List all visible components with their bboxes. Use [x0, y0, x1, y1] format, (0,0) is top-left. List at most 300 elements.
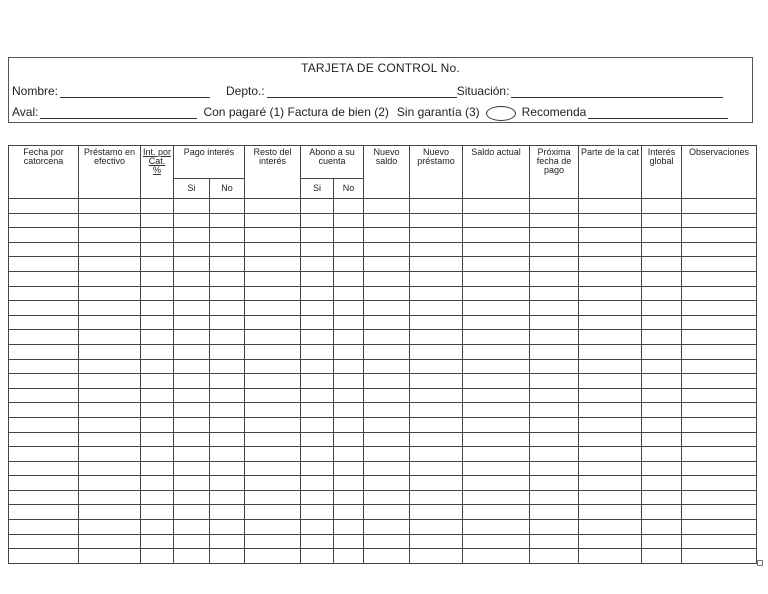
table-cell[interactable] — [530, 388, 579, 403]
table-cell[interactable] — [579, 330, 642, 345]
table-cell[interactable] — [463, 549, 530, 564]
table-cell[interactable] — [141, 403, 174, 418]
table-cell[interactable] — [642, 286, 682, 301]
table-cell[interactable] — [530, 505, 579, 520]
table-cell[interactable] — [682, 374, 757, 389]
table-cell[interactable] — [334, 505, 364, 520]
table-cell[interactable] — [642, 461, 682, 476]
table-cell[interactable] — [364, 228, 410, 243]
table-cell[interactable] — [301, 213, 334, 228]
table-cell[interactable] — [364, 242, 410, 257]
table-cell[interactable] — [579, 271, 642, 286]
table-cell[interactable] — [530, 417, 579, 432]
table-cell[interactable] — [301, 534, 334, 549]
table-cell[interactable] — [682, 199, 757, 214]
table-cell[interactable] — [245, 403, 301, 418]
table-cell[interactable] — [210, 432, 245, 447]
table-cell[interactable] — [245, 461, 301, 476]
table-cell[interactable] — [210, 461, 245, 476]
table-cell[interactable] — [141, 549, 174, 564]
table-cell[interactable] — [210, 549, 245, 564]
table-cell[interactable] — [334, 271, 364, 286]
table-cell[interactable] — [579, 213, 642, 228]
table-cell[interactable] — [141, 505, 174, 520]
table-cell[interactable] — [682, 271, 757, 286]
table-cell[interactable] — [642, 213, 682, 228]
table-cell[interactable] — [579, 199, 642, 214]
table-cell[interactable] — [141, 242, 174, 257]
table-cell[interactable] — [79, 213, 141, 228]
table-cell[interactable] — [9, 330, 79, 345]
table-cell[interactable] — [301, 257, 334, 272]
table-cell[interactable] — [642, 315, 682, 330]
table-cell[interactable] — [410, 301, 463, 316]
table-cell[interactable] — [334, 330, 364, 345]
table-cell[interactable] — [682, 359, 757, 374]
table-cell[interactable] — [210, 388, 245, 403]
table-cell[interactable] — [410, 476, 463, 491]
table-cell[interactable] — [210, 242, 245, 257]
table-cell[interactable] — [174, 505, 210, 520]
table-cell[interactable] — [141, 447, 174, 462]
table-cell[interactable] — [210, 286, 245, 301]
table-cell[interactable] — [79, 359, 141, 374]
table-cell[interactable] — [9, 476, 79, 491]
table-cell[interactable] — [9, 374, 79, 389]
table-cell[interactable] — [334, 490, 364, 505]
table-cell[interactable] — [79, 242, 141, 257]
table-cell[interactable] — [141, 330, 174, 345]
table-cell[interactable] — [364, 213, 410, 228]
table-cell[interactable] — [334, 242, 364, 257]
table-cell[interactable] — [463, 520, 530, 535]
table-cell[interactable] — [174, 315, 210, 330]
table-cell[interactable] — [642, 228, 682, 243]
table-cell[interactable] — [364, 315, 410, 330]
table-cell[interactable] — [334, 432, 364, 447]
table-cell[interactable] — [682, 228, 757, 243]
table-cell[interactable] — [463, 417, 530, 432]
table-cell[interactable] — [141, 490, 174, 505]
table-cell[interactable] — [79, 301, 141, 316]
table-cell[interactable] — [301, 505, 334, 520]
table-cell[interactable] — [682, 344, 757, 359]
table-cell[interactable] — [174, 271, 210, 286]
table-cell[interactable] — [9, 432, 79, 447]
table-cell[interactable] — [79, 549, 141, 564]
table-cell[interactable] — [141, 374, 174, 389]
table-cell[interactable] — [210, 359, 245, 374]
table-cell[interactable] — [9, 344, 79, 359]
recomienda-field[interactable] — [588, 106, 728, 119]
table-cell[interactable] — [530, 359, 579, 374]
table-cell[interactable] — [141, 271, 174, 286]
table-cell[interactable] — [141, 257, 174, 272]
table-cell[interactable] — [334, 228, 364, 243]
table-cell[interactable] — [79, 490, 141, 505]
table-cell[interactable] — [579, 432, 642, 447]
table-cell[interactable] — [9, 549, 79, 564]
table-cell[interactable] — [364, 199, 410, 214]
table-cell[interactable] — [79, 286, 141, 301]
table-cell[interactable] — [210, 330, 245, 345]
table-cell[interactable] — [174, 213, 210, 228]
table-cell[interactable] — [410, 461, 463, 476]
table-cell[interactable] — [174, 432, 210, 447]
table-cell[interactable] — [642, 534, 682, 549]
table-cell[interactable] — [463, 388, 530, 403]
table-cell[interactable] — [245, 520, 301, 535]
table-cell[interactable] — [9, 403, 79, 418]
table-cell[interactable] — [364, 271, 410, 286]
table-cell[interactable] — [642, 432, 682, 447]
table-cell[interactable] — [579, 520, 642, 535]
table-cell[interactable] — [642, 271, 682, 286]
table-cell[interactable] — [210, 199, 245, 214]
table-cell[interactable] — [463, 199, 530, 214]
table-cell[interactable] — [334, 199, 364, 214]
table-cell[interactable] — [579, 476, 642, 491]
table-cell[interactable] — [530, 344, 579, 359]
table-cell[interactable] — [245, 388, 301, 403]
table-cell[interactable] — [334, 534, 364, 549]
table-cell[interactable] — [530, 447, 579, 462]
table-cell[interactable] — [410, 242, 463, 257]
table-cell[interactable] — [410, 257, 463, 272]
table-cell[interactable] — [245, 417, 301, 432]
table-cell[interactable] — [682, 417, 757, 432]
table-cell[interactable] — [141, 534, 174, 549]
table-cell[interactable] — [410, 213, 463, 228]
table-cell[interactable] — [245, 242, 301, 257]
table-cell[interactable] — [245, 344, 301, 359]
table-cell[interactable] — [210, 403, 245, 418]
table-cell[interactable] — [682, 432, 757, 447]
table-cell[interactable] — [530, 330, 579, 345]
table-cell[interactable] — [9, 242, 79, 257]
aval-field[interactable] — [40, 106, 197, 119]
depto-field[interactable] — [267, 85, 457, 98]
table-cell[interactable] — [463, 286, 530, 301]
table-cell[interactable] — [642, 520, 682, 535]
table-cell[interactable] — [245, 199, 301, 214]
table-cell[interactable] — [364, 447, 410, 462]
table-cell[interactable] — [141, 461, 174, 476]
table-cell[interactable] — [410, 286, 463, 301]
table-cell[interactable] — [463, 330, 530, 345]
table-cell[interactable] — [9, 315, 79, 330]
table-cell[interactable] — [410, 271, 463, 286]
table-cell[interactable] — [410, 490, 463, 505]
table-cell[interactable] — [463, 461, 530, 476]
table-cell[interactable] — [141, 359, 174, 374]
table-cell[interactable] — [301, 403, 334, 418]
table-cell[interactable] — [682, 257, 757, 272]
table-cell[interactable] — [642, 549, 682, 564]
table-cell[interactable] — [642, 417, 682, 432]
table-cell[interactable] — [245, 301, 301, 316]
table-cell[interactable] — [141, 213, 174, 228]
table-cell[interactable] — [410, 417, 463, 432]
table-cell[interactable] — [682, 534, 757, 549]
table-cell[interactable] — [682, 286, 757, 301]
table-cell[interactable] — [334, 417, 364, 432]
table-cell[interactable] — [79, 520, 141, 535]
table-cell[interactable] — [210, 476, 245, 491]
table-cell[interactable] — [334, 301, 364, 316]
table-cell[interactable] — [334, 213, 364, 228]
table-cell[interactable] — [579, 505, 642, 520]
table-cell[interactable] — [9, 520, 79, 535]
table-cell[interactable] — [245, 490, 301, 505]
table-cell[interactable] — [364, 520, 410, 535]
table-cell[interactable] — [301, 417, 334, 432]
table-cell[interactable] — [9, 490, 79, 505]
table-cell[interactable] — [9, 461, 79, 476]
table-cell[interactable] — [579, 344, 642, 359]
table-cell[interactable] — [141, 520, 174, 535]
table-cell[interactable] — [141, 432, 174, 447]
table-cell[interactable] — [682, 403, 757, 418]
table-cell[interactable] — [210, 344, 245, 359]
table-cell[interactable] — [579, 242, 642, 257]
table-cell[interactable] — [141, 476, 174, 491]
table-cell[interactable] — [174, 388, 210, 403]
table-cell[interactable] — [579, 534, 642, 549]
table-cell[interactable] — [334, 388, 364, 403]
table-cell[interactable] — [682, 490, 757, 505]
table-cell[interactable] — [463, 257, 530, 272]
table-cell[interactable] — [364, 359, 410, 374]
table-cell[interactable] — [245, 447, 301, 462]
table-cell[interactable] — [579, 359, 642, 374]
table-cell[interactable] — [301, 461, 334, 476]
table-cell[interactable] — [174, 359, 210, 374]
table-cell[interactable] — [682, 330, 757, 345]
table-cell[interactable] — [79, 257, 141, 272]
table-cell[interactable] — [530, 315, 579, 330]
table-cell[interactable] — [9, 199, 79, 214]
table-cell[interactable] — [141, 315, 174, 330]
table-cell[interactable] — [245, 271, 301, 286]
table-cell[interactable] — [463, 490, 530, 505]
table-cell[interactable] — [364, 374, 410, 389]
table-cell[interactable] — [642, 359, 682, 374]
table-cell[interactable] — [364, 417, 410, 432]
table-cell[interactable] — [245, 359, 301, 374]
table-cell[interactable] — [334, 286, 364, 301]
table-cell[interactable] — [463, 505, 530, 520]
table-cell[interactable] — [245, 330, 301, 345]
table-cell[interactable] — [9, 505, 79, 520]
table-cell[interactable] — [334, 461, 364, 476]
table-cell[interactable] — [579, 257, 642, 272]
table-cell[interactable] — [141, 301, 174, 316]
table-cell[interactable] — [463, 534, 530, 549]
table-cell[interactable] — [245, 505, 301, 520]
table-cell[interactable] — [364, 286, 410, 301]
table-cell[interactable] — [79, 447, 141, 462]
table-cell[interactable] — [530, 228, 579, 243]
table-cell[interactable] — [364, 344, 410, 359]
table-cell[interactable] — [530, 490, 579, 505]
table-cell[interactable] — [9, 286, 79, 301]
table-cell[interactable] — [210, 301, 245, 316]
table-cell[interactable] — [79, 403, 141, 418]
table-cell[interactable] — [9, 301, 79, 316]
table-cell[interactable] — [210, 447, 245, 462]
table-cell[interactable] — [301, 242, 334, 257]
table-cell[interactable] — [301, 359, 334, 374]
table-cell[interactable] — [79, 461, 141, 476]
table-cell[interactable] — [174, 476, 210, 491]
table-cell[interactable] — [174, 330, 210, 345]
table-cell[interactable] — [463, 242, 530, 257]
table-cell[interactable] — [9, 271, 79, 286]
table-cell[interactable] — [579, 228, 642, 243]
table-cell[interactable] — [174, 228, 210, 243]
table-cell[interactable] — [364, 534, 410, 549]
table-cell[interactable] — [174, 286, 210, 301]
table-cell[interactable] — [410, 330, 463, 345]
table-cell[interactable] — [463, 374, 530, 389]
table-cell[interactable] — [9, 534, 79, 549]
table-cell[interactable] — [642, 374, 682, 389]
table-cell[interactable] — [301, 476, 334, 491]
table-cell[interactable] — [579, 374, 642, 389]
table-cell[interactable] — [174, 461, 210, 476]
table-cell[interactable] — [463, 213, 530, 228]
table-cell[interactable] — [463, 359, 530, 374]
table-cell[interactable] — [530, 476, 579, 491]
table-cell[interactable] — [301, 388, 334, 403]
table-cell[interactable] — [364, 505, 410, 520]
table-cell[interactable] — [410, 388, 463, 403]
table-cell[interactable] — [245, 549, 301, 564]
table-cell[interactable] — [301, 344, 334, 359]
table-cell[interactable] — [141, 286, 174, 301]
table-cell[interactable] — [79, 330, 141, 345]
table-cell[interactable] — [174, 417, 210, 432]
table-cell[interactable] — [79, 199, 141, 214]
table-cell[interactable] — [530, 271, 579, 286]
table-cell[interactable] — [682, 213, 757, 228]
table-cell[interactable] — [682, 447, 757, 462]
table-cell[interactable] — [579, 286, 642, 301]
table-cell[interactable] — [682, 315, 757, 330]
table-cell[interactable] — [210, 228, 245, 243]
table-cell[interactable] — [410, 520, 463, 535]
table-cell[interactable] — [301, 490, 334, 505]
table-cell[interactable] — [79, 228, 141, 243]
table-cell[interactable] — [410, 374, 463, 389]
table-cell[interactable] — [334, 476, 364, 491]
table-cell[interactable] — [530, 301, 579, 316]
table-cell[interactable] — [210, 490, 245, 505]
table-cell[interactable] — [463, 271, 530, 286]
table-cell[interactable] — [530, 403, 579, 418]
table-cell[interactable] — [245, 228, 301, 243]
table-cell[interactable] — [174, 490, 210, 505]
table-cell[interactable] — [682, 388, 757, 403]
table-cell[interactable] — [579, 301, 642, 316]
table-cell[interactable] — [334, 257, 364, 272]
table-cell[interactable] — [682, 301, 757, 316]
table-cell[interactable] — [642, 447, 682, 462]
table-cell[interactable] — [682, 520, 757, 535]
table-cell[interactable] — [410, 505, 463, 520]
table-cell[interactable] — [79, 344, 141, 359]
table-cell[interactable] — [579, 490, 642, 505]
table-cell[interactable] — [245, 213, 301, 228]
table-cell[interactable] — [334, 359, 364, 374]
table-cell[interactable] — [301, 228, 334, 243]
table-cell[interactable] — [301, 374, 334, 389]
table-cell[interactable] — [141, 344, 174, 359]
table-cell[interactable] — [463, 315, 530, 330]
table-cell[interactable] — [463, 301, 530, 316]
table-cell[interactable] — [79, 432, 141, 447]
situacion-field[interactable] — [511, 85, 723, 98]
table-cell[interactable] — [174, 301, 210, 316]
table-cell[interactable] — [682, 476, 757, 491]
table-cell[interactable] — [210, 315, 245, 330]
table-cell[interactable] — [579, 315, 642, 330]
table-cell[interactable] — [410, 315, 463, 330]
table-cell[interactable] — [410, 359, 463, 374]
table-cell[interactable] — [210, 520, 245, 535]
table-cell[interactable] — [301, 447, 334, 462]
table-cell[interactable] — [334, 315, 364, 330]
table-cell[interactable] — [410, 344, 463, 359]
table-cell[interactable] — [174, 447, 210, 462]
table-cell[interactable] — [410, 534, 463, 549]
table-cell[interactable] — [364, 476, 410, 491]
table-cell[interactable] — [579, 388, 642, 403]
table-cell[interactable] — [410, 447, 463, 462]
table-cell[interactable] — [245, 315, 301, 330]
table-cell[interactable] — [334, 344, 364, 359]
table-cell[interactable] — [410, 432, 463, 447]
nombre-field[interactable] — [60, 85, 210, 98]
table-cell[interactable] — [141, 417, 174, 432]
table-cell[interactable] — [463, 344, 530, 359]
table-cell[interactable] — [463, 403, 530, 418]
table-cell[interactable] — [530, 199, 579, 214]
table-cell[interactable] — [642, 301, 682, 316]
table-cell[interactable] — [364, 490, 410, 505]
table-cell[interactable] — [79, 374, 141, 389]
table-cell[interactable] — [530, 534, 579, 549]
table-cell[interactable] — [642, 242, 682, 257]
table-cell[interactable] — [141, 199, 174, 214]
table-cell[interactable] — [301, 549, 334, 564]
table-cell[interactable] — [210, 505, 245, 520]
table-cell[interactable] — [210, 213, 245, 228]
table-cell[interactable] — [463, 447, 530, 462]
table-cell[interactable] — [642, 257, 682, 272]
table-cell[interactable] — [642, 505, 682, 520]
table-cell[interactable] — [463, 228, 530, 243]
table-cell[interactable] — [210, 271, 245, 286]
table-cell[interactable] — [79, 271, 141, 286]
table-cell[interactable] — [364, 461, 410, 476]
table-cell[interactable] — [410, 199, 463, 214]
table-cell[interactable] — [210, 534, 245, 549]
table-cell[interactable] — [301, 315, 334, 330]
table-cell[interactable] — [463, 476, 530, 491]
table-cell[interactable] — [682, 505, 757, 520]
